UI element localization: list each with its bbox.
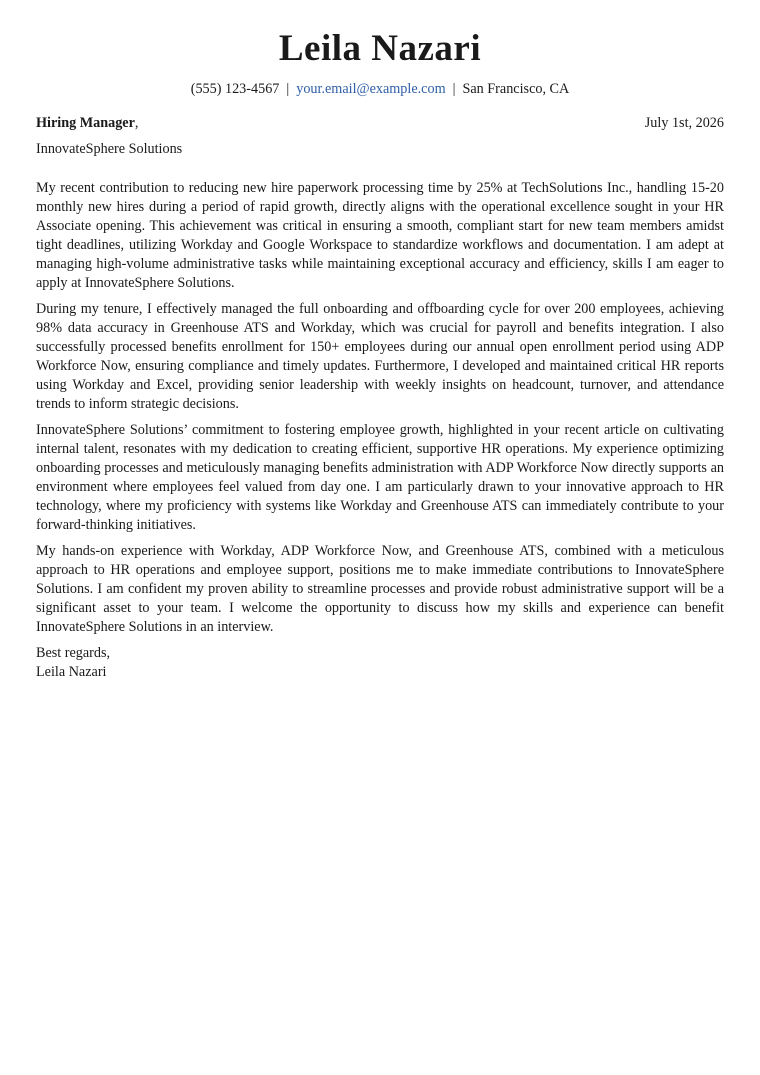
body-paragraph: During my tenure, I effectively managed the full onboarding and offboarding cycle for over 200 employees, achieving 98% data accuracy in Greenhouse ATS and Workday, which was crucial for payroll and benefits integration. I also successfully processed benefits enrollment for 150+ employees during our annual open enrollment period using ADP Workforce Now, ensuring compliance and timely updates. Furthermore, I developed and maintained critical HR reports using Workday and Excel, providing senior leadership with weekly insights on headcount, turnover, and attendance trends to inform strategic decisions. (36, 301, 724, 412)
recipient (36, 114, 138, 133)
email-link[interactable]: your.email@example.com (296, 81, 446, 97)
company-name: InnovateSphere Solutions (36, 141, 183, 157)
letter-content (36, 114, 724, 682)
recipient-punct: , (134, 115, 139, 131)
location: San Francisco, CA (462, 81, 570, 97)
phone-number: (555) 123-4567 (190, 81, 280, 97)
recipient-date-row (36, 114, 724, 133)
contact-separator: | (286, 81, 290, 97)
letter-header (0, 0, 760, 98)
contact-separator: | (452, 81, 456, 97)
signature-name: Leila Nazari (36, 664, 107, 680)
letter-closing (36, 644, 724, 682)
body-paragraph: My recent contribution to reducing new hire paperwork processing time by 25% at TechSolutions Inc., handling 15-20 monthly new hires during a period of rapid growth, directly aligns with the operational excellence sought in your HR Associate opening. This achievement was critical in ensuring a smooth, compliant start for new team members amidst tight deadlines, utilizing Workday and Google Workspace to standardize workflows and documentation. I am adept at managing high-volume administrative tasks while maintaining exceptional accuracy and efficiency, skills I am eager to apply at InnovateSphere Solutions. (36, 180, 724, 291)
contact-line (0, 80, 760, 98)
body-paragraph: My hands-on experience with Workday, ADP Workforce Now, and Greenhouse ATS, combined with a meticulous approach to HR operations and employee support, positions me to make immediate contributions to InnovateSphere Solutions. I am confident my proven ability to streamline processes and provide robust administrative support will be a significant asset to your team. I welcome the opportunity to discuss how my skills and experience can benefit InnovateSphere Solutions in an interview. (36, 543, 724, 635)
letter-body (36, 179, 724, 637)
applicant-name: Leila Nazari (278, 28, 482, 69)
body-paragraph: InnovateSphere Solutions’ commitment to fostering employee growth, highlighted in your recent article on cultivating internal talent, resonates with my dedication to creating efficient, supportive HR operations. My experience optimizing onboarding processes and meticulously managing benefits administration with ADP Workforce Now directly supports an environment where employees feel valued from day one. I am particularly drawn to your innovative approach to HR technology, where my proficiency with systems like Workday and Greenhouse ATS can immediately contribute to your forward-thinking initiatives. (36, 422, 724, 533)
recipient-name: Hiring Manager (36, 115, 135, 131)
closing-phrase: Best regards, (36, 645, 111, 661)
letter-date: July 1st, 2026 (644, 115, 724, 131)
